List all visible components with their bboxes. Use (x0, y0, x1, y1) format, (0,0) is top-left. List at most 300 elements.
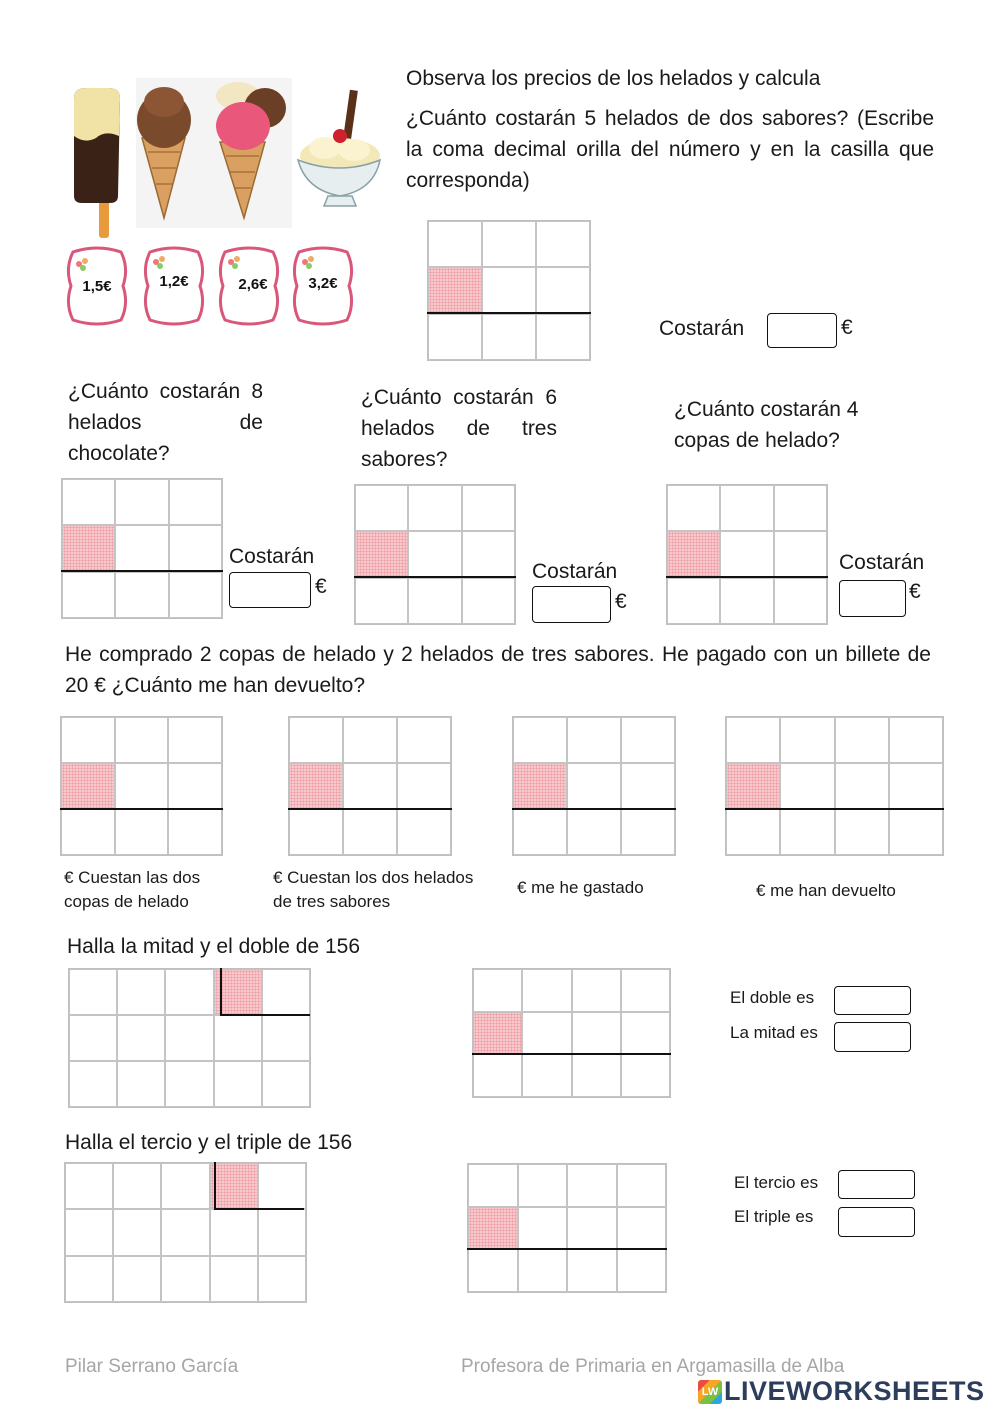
q2-grid-cell[interactable] (115, 525, 168, 571)
p3-grid-cell[interactable] (567, 763, 621, 809)
tt-division-grid-cell-input[interactable] (114, 1257, 160, 1301)
hd-division-grid (68, 968, 311, 1108)
hd-division-grid-cell-input[interactable] (118, 1016, 164, 1060)
p4-grid-cell[interactable] (780, 763, 834, 809)
p4-grid-cell[interactable] (835, 809, 889, 855)
hd-mult-grid-cell-input[interactable] (573, 1013, 620, 1054)
q3-answer-box[interactable] (532, 586, 611, 623)
q4-grid-cell[interactable] (774, 531, 827, 577)
p4-grid-cell[interactable] (835, 763, 889, 809)
hd-division-grid-cell[interactable] (214, 1015, 262, 1061)
p1-grid-cell-input[interactable] (169, 718, 221, 762)
tt-mult-grid-cell-input[interactable] (519, 1208, 567, 1249)
p1-grid-cell[interactable] (61, 763, 115, 809)
tercio-answer-box[interactable] (838, 1170, 915, 1199)
p4-grid-cell-input[interactable] (836, 764, 888, 808)
q4-grid-line (666, 576, 828, 578)
hd-division-grid-cell-input[interactable] (70, 1062, 116, 1106)
tt-division-grid-cell-input[interactable] (66, 1164, 112, 1208)
hd-mult-grid-cell-input[interactable] (523, 1055, 570, 1096)
tt-mult-grid-cell[interactable] (518, 1249, 568, 1292)
q4-grid-cell-input[interactable] (721, 579, 772, 623)
popsicle-icon (74, 88, 120, 238)
q1-answer-box[interactable] (767, 313, 837, 348)
hd-division-grid-cell-input[interactable] (263, 1016, 309, 1060)
q4-grid-cell-input[interactable] (721, 532, 772, 576)
p3-grid-cell-input[interactable] (622, 718, 674, 762)
q2-grid-line (61, 570, 223, 572)
p4-grid-cell-input[interactable] (781, 764, 833, 808)
q2-grid-cell-input[interactable] (63, 480, 114, 524)
hd-mult-grid-cell[interactable] (572, 1054, 621, 1097)
p3-grid-cell[interactable] (567, 717, 621, 763)
p3-grid-cell-input[interactable] (514, 810, 566, 854)
p1-grid-cell-input[interactable] (62, 764, 114, 808)
q3-grid-cell-input[interactable] (409, 486, 460, 530)
q1-grid-cell[interactable] (482, 314, 536, 360)
tt-mult-grid-cell-input[interactable] (618, 1165, 666, 1206)
p4-grid-cell[interactable] (889, 763, 943, 809)
hd-division-grid-cell[interactable] (165, 969, 213, 1015)
tt-division-grid-cell-input[interactable] (66, 1257, 112, 1301)
hd-mult-grid-cell-input[interactable] (474, 970, 521, 1011)
problem-text: He comprado 2 copas de helado y 2 helados de tres sabores. He pagado con un billete de 20 € ¿Cuánto me han devuelto? (65, 643, 931, 697)
p2-grid-cell[interactable] (343, 809, 397, 855)
doble-answer-box[interactable] (834, 986, 911, 1015)
hd-mult-grid-cell-input[interactable] (474, 1013, 521, 1054)
hd-mult-grid-cell-input[interactable] (474, 1055, 521, 1096)
q4-grid-cell[interactable] (667, 485, 720, 531)
hd-division-grid-cell[interactable] (262, 1015, 310, 1061)
p2-grid-cell-input[interactable] (398, 718, 450, 762)
q4-grid-cell-input[interactable] (721, 486, 772, 530)
q2-grid-cell-input[interactable] (170, 480, 221, 524)
q2-grid (61, 478, 223, 619)
q4-grid-cell-input[interactable] (668, 532, 719, 576)
p3-grid-cell-input[interactable] (622, 764, 674, 808)
tt-division-grid-cell[interactable] (65, 1163, 113, 1209)
p2-grid-cell-input[interactable] (344, 764, 396, 808)
tt-division-grid-cell-input[interactable] (114, 1210, 160, 1254)
intro-text: Observa los precios de los helados y calcula (406, 67, 821, 90)
tt-division-grid-cell-input[interactable] (114, 1164, 160, 1208)
tt-division-grid-cell-input[interactable] (211, 1164, 257, 1208)
q2-grid-cell[interactable] (169, 572, 222, 618)
hd-mult-grid-cell[interactable] (473, 1054, 522, 1097)
tt-mult-grid-cell-input[interactable] (469, 1208, 517, 1249)
q1-grid (427, 220, 591, 361)
q4-grid-cell[interactable] (720, 578, 773, 624)
p1-grid-cell-input[interactable] (62, 810, 114, 854)
p3-grid-cell-input[interactable] (514, 764, 566, 808)
q4-grid-cell-input[interactable] (775, 579, 826, 623)
p4-grid-cell-input[interactable] (781, 810, 833, 854)
hd-mult-grid-cell[interactable] (473, 969, 522, 1012)
tt-mult-grid-cell[interactable] (567, 1164, 617, 1207)
q2-grid-cell[interactable] (115, 479, 168, 525)
p2-grid-cell[interactable] (343, 763, 397, 809)
p4-grid-cell-input[interactable] (890, 810, 942, 854)
p1-grid-cell[interactable] (115, 809, 169, 855)
hd-mult-grid-cell[interactable] (621, 1012, 670, 1055)
hd-mult-grid-cell[interactable] (621, 969, 670, 1012)
price-tag-4 (289, 246, 357, 326)
q1-grid-cell[interactable] (428, 314, 482, 360)
hd-mult-grid-cell-input[interactable] (573, 1055, 620, 1096)
p4-grid-cell[interactable] (726, 717, 780, 763)
q3-grid-cell-input[interactable] (356, 579, 407, 623)
p4-grid-cell[interactable] (726, 809, 780, 855)
q3-grid-cell[interactable] (408, 485, 461, 531)
p1-grid-cell-input[interactable] (116, 810, 168, 854)
q2-grid-cell-input[interactable] (63, 526, 114, 570)
q4-euro: € (909, 580, 921, 603)
p3-grid-cell[interactable] (621, 717, 675, 763)
hd-division-grid-cell[interactable] (117, 969, 165, 1015)
q1-grid-cell[interactable] (536, 221, 590, 267)
tt-division-grid-cell-input[interactable] (259, 1164, 305, 1208)
tt-mult-grid-cell[interactable] (468, 1207, 518, 1250)
q4-answer-box[interactable] (839, 580, 906, 617)
hd-mult-grid-cell-input[interactable] (523, 970, 570, 1011)
q1-grid-cell-input[interactable] (429, 268, 481, 312)
hd-division-grid-cell-input[interactable] (263, 970, 309, 1014)
tt-division-grid-cell-input[interactable] (259, 1210, 305, 1254)
tt-mult-grid-cell-input[interactable] (618, 1208, 666, 1249)
tt-division-grid-cell[interactable] (113, 1256, 161, 1302)
tt-mult-grid-cell[interactable] (518, 1207, 568, 1250)
q2-grid-cell-input[interactable] (116, 573, 167, 617)
hd-mult-grid-cell-input[interactable] (523, 1013, 570, 1054)
q4-costaran-label: Costarán (839, 551, 925, 574)
p4-grid-cell[interactable] (835, 717, 889, 763)
tt-mult-grid-cell-input[interactable] (568, 1208, 616, 1249)
q2-grid-cell-input[interactable] (63, 573, 114, 617)
hd-division-grid-cell[interactable] (262, 969, 310, 1015)
p2-grid-cell-input[interactable] (344, 810, 396, 854)
mitad-answer-box[interactable] (834, 1022, 911, 1052)
q2-answer-box[interactable] (229, 572, 311, 608)
q3-grid-cell-input[interactable] (409, 579, 460, 623)
p4-grid-cell-input[interactable] (890, 718, 942, 762)
p4-grid-cell[interactable] (780, 717, 834, 763)
tt-division-vline (214, 1162, 216, 1209)
q3-grid-cell-input[interactable] (463, 579, 514, 623)
hd-division-grid-cell[interactable] (262, 1061, 310, 1107)
hd-mult-grid-cell-input[interactable] (573, 970, 620, 1011)
tt-mult-grid-cell-input[interactable] (519, 1165, 567, 1206)
q1-grid-cell[interactable] (536, 267, 590, 313)
hd-mult-line (472, 1053, 671, 1055)
q1-grid-cell[interactable] (428, 221, 482, 267)
tt-division-grid-cell-input[interactable] (66, 1210, 112, 1254)
q3-grid-cell-input[interactable] (356, 486, 407, 530)
p4-grid-cell-input[interactable] (836, 718, 888, 762)
q1-grid-cell-input[interactable] (537, 315, 589, 359)
p4-grid-line (725, 808, 944, 810)
tt-division-grid-cell[interactable] (210, 1209, 258, 1255)
tt-mult-grid-cell[interactable] (468, 1164, 518, 1207)
q4-grid-cell-input[interactable] (668, 486, 719, 530)
p1-grid-cell[interactable] (168, 763, 222, 809)
hd-division-grid-cell[interactable] (69, 1061, 117, 1107)
p3-grid (512, 716, 676, 856)
q2-grid-cell-input[interactable] (170, 573, 221, 617)
p4-grid-cell[interactable] (726, 763, 780, 809)
q1-grid-cell-input[interactable] (429, 315, 481, 359)
hd-division-grid-cell[interactable] (165, 1015, 213, 1061)
q4-grid (666, 484, 828, 625)
tt-mult-grid-cell[interactable] (518, 1164, 568, 1207)
q1-grid-cell[interactable] (482, 221, 536, 267)
q3-grid-cell[interactable] (355, 485, 408, 531)
hd-mult-grid-cell[interactable] (621, 1054, 670, 1097)
tt-mult-grid-cell-input[interactable] (469, 1165, 517, 1206)
tt-division-grid-cell-input[interactable] (162, 1164, 208, 1208)
tt-division-grid-cell-input[interactable] (259, 1257, 305, 1301)
p3-grid-cell[interactable] (621, 809, 675, 855)
doble-label: El doble es (730, 988, 815, 1007)
hd-division-grid-cell-input[interactable] (70, 970, 116, 1014)
p3-grid-cell-input[interactable] (568, 718, 620, 762)
q3-grid-cell-input[interactable] (463, 486, 514, 530)
p2-grid-cell[interactable] (397, 809, 451, 855)
q2-euro: € (315, 575, 327, 598)
tt-mult-grid-cell-input[interactable] (519, 1250, 567, 1291)
tt-mult-grid-cell[interactable] (617, 1207, 667, 1250)
tt-mult-grid-cell-input[interactable] (469, 1250, 517, 1291)
p2-grid-cell[interactable] (289, 763, 343, 809)
p2-grid-cell-input[interactable] (290, 764, 342, 808)
hd-mult-grid-cell-input[interactable] (622, 1055, 669, 1096)
hd-mult-grid-cell[interactable] (572, 969, 621, 1012)
tt-mult-grid-cell[interactable] (468, 1249, 518, 1292)
p3-grid-cell[interactable] (513, 809, 567, 855)
tt-mult-grid-cell-input[interactable] (568, 1250, 616, 1291)
q4-grid-cell[interactable] (720, 531, 773, 577)
p4-grid-cell-input[interactable] (727, 810, 779, 854)
p1-caption: € Cuestan las dos copas de helado (64, 868, 201, 911)
q1-grid-cell-input[interactable] (483, 315, 535, 359)
p3-grid-line (512, 808, 676, 810)
hd-division-grid-cell[interactable] (117, 1061, 165, 1107)
p4-grid-cell-input[interactable] (781, 718, 833, 762)
p1-grid-cell[interactable] (61, 809, 115, 855)
p2-grid-cell[interactable] (343, 717, 397, 763)
q1-grid-cell-input[interactable] (483, 268, 535, 312)
q2-grid-cell[interactable] (62, 525, 115, 571)
tt-division-grid-cell-input[interactable] (211, 1210, 257, 1254)
q3-grid-cell[interactable] (408, 578, 461, 624)
q3-grid-cell[interactable] (355, 531, 408, 577)
p1-grid-cell-input[interactable] (62, 718, 114, 762)
hd-mult-grid-cell-input[interactable] (622, 970, 669, 1011)
q2-grid-cell[interactable] (62, 479, 115, 525)
tt-division-grid-cell[interactable] (210, 1163, 258, 1209)
p2-grid-cell[interactable] (289, 717, 343, 763)
triple-label: El triple es (734, 1207, 814, 1226)
p4-grid-cell[interactable] (889, 809, 943, 855)
p1-grid-cell-input[interactable] (169, 764, 221, 808)
tt-division-grid-cell[interactable] (113, 1163, 161, 1209)
q1-grid-cell[interactable] (536, 314, 590, 360)
p2-grid-cell[interactable] (397, 717, 451, 763)
hd-division-grid-cell-input[interactable] (215, 1062, 261, 1106)
p1-grid-cell[interactable] (61, 717, 115, 763)
q2-grid-cell-input[interactable] (116, 526, 167, 570)
q1-grid-line (427, 312, 591, 314)
hd-mult-grid-cell[interactable] (522, 1054, 571, 1097)
tt-mult-grid-cell[interactable] (617, 1249, 667, 1292)
q2-grid-cell-input[interactable] (170, 526, 221, 570)
tt-division-grid-cell[interactable] (65, 1209, 113, 1255)
p1-grid-cell-input[interactable] (116, 764, 168, 808)
q3-grid-cell[interactable] (462, 578, 515, 624)
q1-grid-cell[interactable] (482, 267, 536, 313)
third-triple-title: Halla el tercio y el triple de 156 (65, 1131, 353, 1154)
p3-grid-cell[interactable] (513, 763, 567, 809)
q4-grid-cell-input[interactable] (775, 532, 826, 576)
tt-division-grid-cell[interactable] (113, 1209, 161, 1255)
q2-grid-cell[interactable] (169, 525, 222, 571)
q1-grid-cell-input[interactable] (537, 222, 589, 266)
hd-division-grid-cell-input[interactable] (118, 970, 164, 1014)
hd-division-grid-cell-input[interactable] (70, 1016, 116, 1060)
p3-grid-cell-input[interactable] (514, 718, 566, 762)
p1-grid-cell-input[interactable] (116, 718, 168, 762)
hd-division-grid-cell-input[interactable] (215, 1016, 261, 1060)
p2-grid-cell-input[interactable] (398, 810, 450, 854)
q3-euro: € (615, 590, 627, 613)
price-tag-3 (215, 246, 283, 326)
hd-division-grid-cell-input[interactable] (166, 970, 212, 1014)
q3-grid-cell[interactable] (408, 531, 461, 577)
tt-mult-grid-cell-input[interactable] (568, 1165, 616, 1206)
p4-grid-cell-input[interactable] (727, 718, 779, 762)
q1-grid-cell-input[interactable] (483, 222, 535, 266)
tt-division-grid-cell[interactable] (161, 1256, 209, 1302)
q4-grid-cell[interactable] (774, 578, 827, 624)
tt-division-grid-cell-input[interactable] (162, 1210, 208, 1254)
q4-grid-cell[interactable] (667, 531, 720, 577)
q3-grid-cell[interactable] (462, 531, 515, 577)
tt-mult-grid-cell[interactable] (567, 1249, 617, 1292)
tt-division-hline (214, 1208, 304, 1210)
p4-grid-cell[interactable] (780, 809, 834, 855)
hd-division-grid-cell[interactable] (69, 1015, 117, 1061)
p4-caption: € me han devuelto (756, 881, 896, 900)
p1-grid-cell[interactable] (168, 809, 222, 855)
tt-division-grid-cell-input[interactable] (211, 1257, 257, 1301)
tt-mult-grid-cell[interactable] (617, 1164, 667, 1207)
p3-grid-cell[interactable] (567, 809, 621, 855)
q1-grid-cell[interactable] (428, 267, 482, 313)
hd-mult-grid-cell-input[interactable] (622, 1013, 669, 1054)
hd-mult-grid-cell[interactable] (522, 1012, 571, 1055)
tt-division-grid-cell[interactable] (258, 1163, 306, 1209)
q3-grid (354, 484, 516, 625)
p2-grid-cell-input[interactable] (290, 718, 342, 762)
tt-division-grid-cell[interactable] (210, 1256, 258, 1302)
p2-grid-cell-input[interactable] (290, 810, 342, 854)
p2-grid-cell-input[interactable] (398, 764, 450, 808)
q2-grid-cell[interactable] (62, 572, 115, 618)
p2-caption: € Cuestan los dos helados de tres sabores (273, 868, 474, 911)
hd-division-grid-cell[interactable] (69, 969, 117, 1015)
p1-grid-cell[interactable] (115, 717, 169, 763)
q3-grid-cell[interactable] (355, 578, 408, 624)
q3-grid-cell[interactable] (462, 485, 515, 531)
tt-mult-grid (467, 1163, 667, 1293)
q4-grid-cell-input[interactable] (775, 486, 826, 530)
liveworksheets-logo-letters: LW (701, 1386, 719, 1398)
p3-grid-cell[interactable] (621, 763, 675, 809)
p4-grid-cell-input[interactable] (890, 764, 942, 808)
p1-grid-cell[interactable] (168, 717, 222, 763)
q4-grid-cell-input[interactable] (668, 579, 719, 623)
p3-grid-cell-input[interactable] (622, 810, 674, 854)
q1-grid-cell-input[interactable] (429, 222, 481, 266)
p3-grid-cell-input[interactable] (568, 764, 620, 808)
q2-grid-cell[interactable] (169, 479, 222, 525)
p3-grid-cell[interactable] (513, 717, 567, 763)
tt-division-grid-cell[interactable] (161, 1163, 209, 1209)
tt-division-grid-cell[interactable] (258, 1256, 306, 1302)
tt-division-grid-cell[interactable] (258, 1209, 306, 1255)
q4-grid-cell[interactable] (774, 485, 827, 531)
triple-answer-box[interactable] (838, 1207, 915, 1237)
hd-mult-grid-cell[interactable] (473, 1012, 522, 1055)
q2-grid-cell[interactable] (115, 572, 168, 618)
p4-grid-cell-input[interactable] (836, 810, 888, 854)
q3-grid-cell-input[interactable] (356, 532, 407, 576)
tt-division-grid (64, 1162, 307, 1303)
p2-grid-cell-input[interactable] (344, 718, 396, 762)
p2-grid-cell[interactable] (397, 763, 451, 809)
p4-grid-cell-input[interactable] (727, 764, 779, 808)
hd-division-grid-cell[interactable] (165, 1061, 213, 1107)
q2-grid-cell-input[interactable] (116, 480, 167, 524)
p2-grid-cell[interactable] (289, 809, 343, 855)
tt-division-grid-cell[interactable] (65, 1256, 113, 1302)
tt-mult-grid-cell-input[interactable] (618, 1250, 666, 1291)
hd-division-grid-cell[interactable] (117, 1015, 165, 1061)
tt-division-grid-cell-input[interactable] (162, 1257, 208, 1301)
hd-division-grid-cell[interactable] (214, 1061, 262, 1107)
q3-grid-cell-input[interactable] (463, 532, 514, 576)
half-double-title: Halla la mitad y el doble de 156 (67, 935, 361, 958)
q1-grid-cell-input[interactable] (537, 268, 589, 312)
q3-grid-cell-input[interactable] (409, 532, 460, 576)
p2-grid-line (288, 808, 452, 810)
q4-grid-cell[interactable] (720, 485, 773, 531)
p4-grid-cell[interactable] (889, 717, 943, 763)
p1-grid-cell-input[interactable] (169, 810, 221, 854)
p1-grid-cell[interactable] (115, 763, 169, 809)
hd-division-grid-cell-input[interactable] (263, 1062, 309, 1106)
price-tag-2 (140, 246, 208, 326)
q4-grid-cell[interactable] (667, 578, 720, 624)
tt-mult-grid-cell[interactable] (567, 1207, 617, 1250)
price-2: 1,2€ (159, 273, 189, 290)
hd-mult-grid-cell[interactable] (572, 1012, 621, 1055)
hd-division-grid-cell-input[interactable] (166, 1016, 212, 1060)
hd-mult-grid-cell[interactable] (522, 969, 571, 1012)
hd-division-grid-cell-input[interactable] (166, 1062, 212, 1106)
tt-division-grid-cell[interactable] (161, 1209, 209, 1255)
hd-division-grid-cell-input[interactable] (118, 1062, 164, 1106)
p3-grid-cell-input[interactable] (568, 810, 620, 854)
